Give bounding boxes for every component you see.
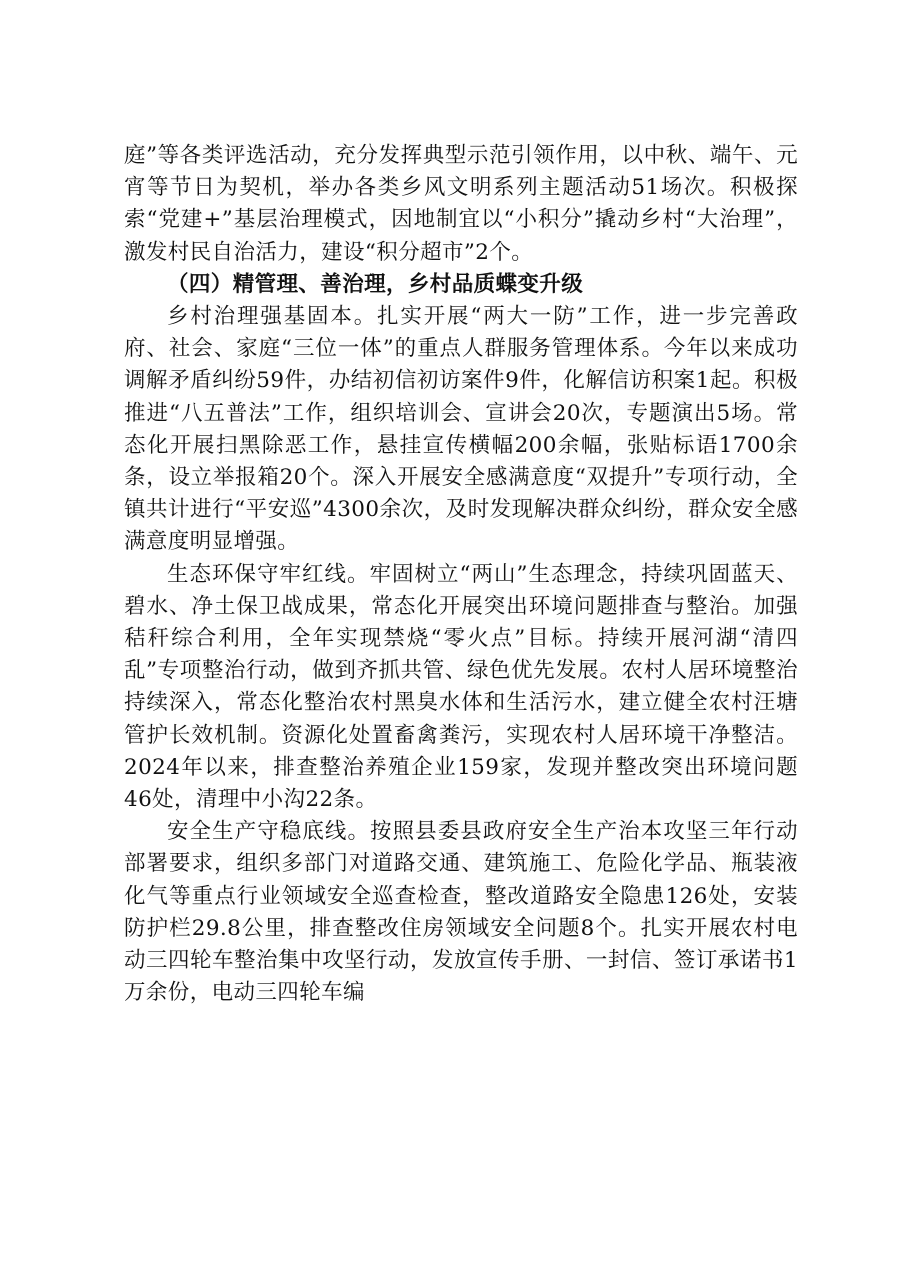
paragraph-rural-governance: 乡村治理强基固本。扎实开展“两大一防”工作，进一步完善政府、社会、家庭“三位一体”的重点人群服务管理体系。今年以来成功调解矛盾纠纷59件，办结初信初访案件9件，化解信访积案1起。积极推进“八五普法”工作，组织培训会、宣讲会20次，专题演出5场。常态化开展扫黑除恶工作，悬挂宣传横幅200余幅，张贴标语1700余条，设立举报箱20个。深入开展安全感满意度“双提升”专项行动，全镇共计进行“平安巡”4300余次，及时发现解决群众纠纷，群众安全感满意度明显增强。 [124, 304, 798, 555]
paragraph-ecological-protection: 生态环保守牢红线。牢固树立“两山”生态理念，持续巩固蓝天、碧水、净土保卫战成果，常态化开展突出环境问题排查与整治。加强秸秆综合利用，全年实现禁烧“零火点”目标。持续开展河湖“清四乱”专项整治行动，做到齐抓共管、绿色优先发展。农村人居环境整治持续深入，常态化整治农村黑臭水体和生活污水，建立健全农村汪塘管护长效机制。资源化处置畜禽粪污，实现农村人居环境干净整洁。2024年以来，排查整治养殖企业159家，发现并整改突出环境问题46处，清理中小沟22条。 [124, 561, 798, 813]
paragraph-work-safety: 安全生产守稳底线。按照县委县政府安全生产治本攻坚三年行动部署要求，组织多部门对道路交通、建筑施工、危险化学品、瓶装液化气等重点行业领域安全巡查检查，整改道路安全隐患126处，安装防护栏29.8公里，排查整改住房领域安全问题8个。扎实开展农村电动三四轮车整治集中攻坚行动，发放宣传手册、一封信、签订承诺书1万余份，电动三四轮车编 [124, 819, 798, 1006]
section-heading: （四）精管理、善治理，乡村品质蝶变升级 [167, 271, 584, 297]
paragraph-continuation: 庭”等各类评选活动，充分发挥典型示范引领作用，以中秋、端午、元宵等节日为契机，举办各类乡风文明系列主题活动51场次。积极探索“党建+”基层治理模式，因地制宜以“小积分”撬动乡村“大治理”，激发村民自治活力，建设“积分超市”2个。 [124, 143, 798, 265]
document-body [124, 140, 798, 1009]
